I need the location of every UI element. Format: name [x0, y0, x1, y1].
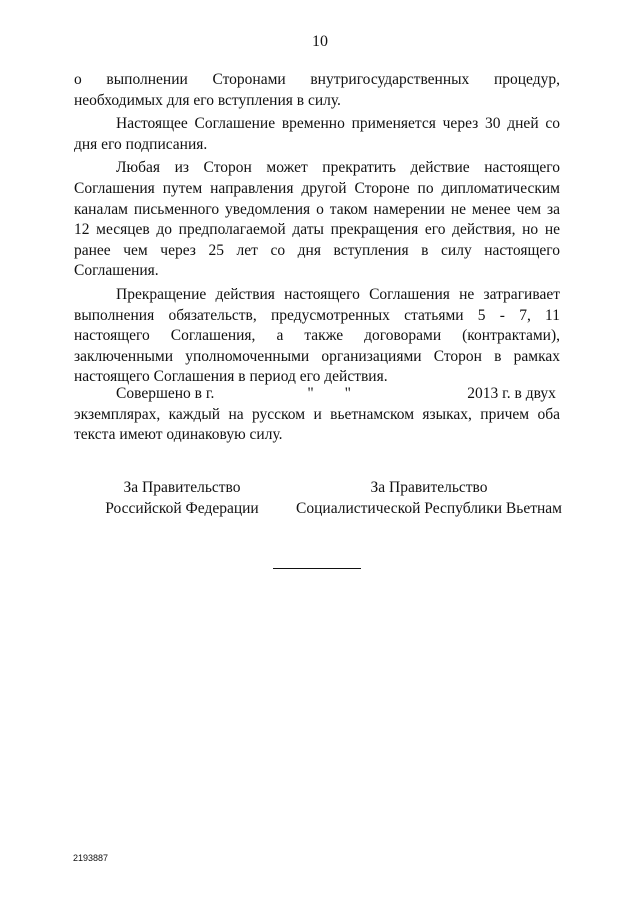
agreement-body — [74, 70, 560, 388]
closing-divider-line — [273, 568, 361, 569]
signature-vietnam-line1: За Правительство — [370, 479, 488, 496]
signature-russia-line1: За Правительство — [123, 479, 241, 496]
signature-block-vietnam — [294, 478, 564, 519]
completion-clause-first-line: Совершено в г. " " 2013 г. в двух — [116, 385, 556, 402]
paragraph-provisional-application: Настоящее Соглашение временно применяется через 30 дней со дня его подписания. — [74, 115, 560, 153]
signature-block-russia — [96, 478, 268, 519]
paragraph-termination-effects: Прекращение действия настоящего Соглашения не затрагивает выполнения обязательств, предусмотренных статьями 5 - 7, 11 настоящего Соглашения, а также договорами (контрактами), заключенными уполномоченными организациями Сторон в рамках настоящего Соглашения в период его действия. — [74, 285, 560, 386]
completion-clause-rest: экземплярах, каждый на русском и вьетнамском языках, причем оба текста имеют одинаковую силу. — [74, 405, 560, 444]
paragraph-ratification: о выполнении Сторонами внутригосударственных процедур, необходимых для его вступления в силу. — [74, 71, 560, 109]
document-code: 2193887 — [73, 853, 109, 863]
paragraph-termination: Любая из Сторон может прекратить действие настоящего Соглашения путем направления другой Стороне по дипломатическим каналам письменного уведомления о таком намерении не менее чем за 12 месяцев до предполагаемой даты прекращения его действия, но не ранее чем через 25 лет со дня вступления в силу настоящего Соглашения. — [74, 159, 560, 280]
completion-clause — [74, 384, 560, 446]
signature-vietnam-line2: Социалистической Республики Вьетнам — [296, 499, 562, 517]
page-number: 10 — [312, 33, 328, 50]
signature-russia-line2: Российской Федерации — [105, 499, 259, 517]
